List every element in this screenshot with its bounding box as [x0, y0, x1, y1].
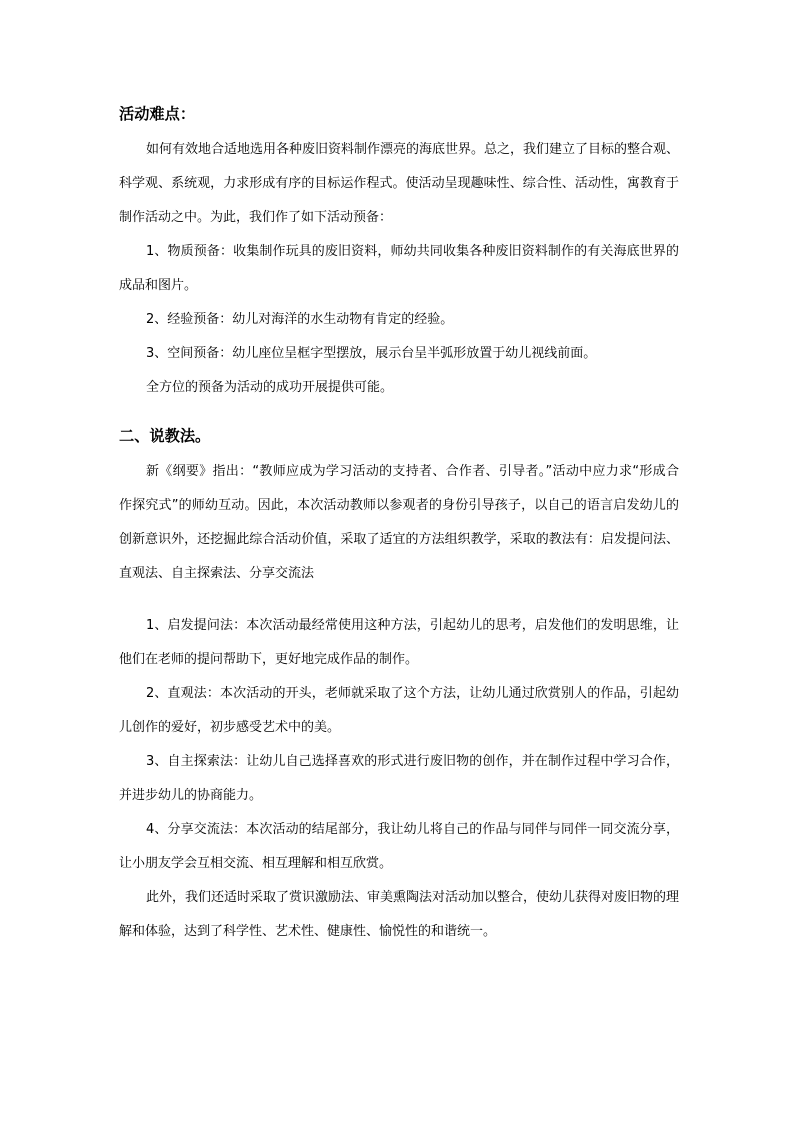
section-heading-difficulties: 活动难点：	[119, 105, 196, 123]
paragraph: 4、分享交流法：本次活动的结尾部分，我让幼儿将自己的作品与同伴与同伴一同交流分享，让小朋友学会互相交流、相互理解和相互欣赏。	[119, 822, 679, 871]
paragraph: 新《纲要》指出：“教师应成为学习活动的支持者、合作者、引导者。”活动中应力求“形成合作探究式”的师幼互动。因此，本次活动教师以参观者的身份引导孩子，以自己的语言启发幼儿的创新意识外，还挖掘此综合活动价值，采取了适宜的方法组织教学，采取的教法有：启发提问法、直观法、自主探索法、分享交流法	[119, 464, 679, 581]
paragraph: 此外，我们还适时采取了赏识激励法、审美熏陶法对活动加以整合，使幼儿获得对废旧物的理解和体验，达到了科学性、艺术性、健康性、愉悦性的和谐统一。	[119, 890, 680, 939]
spacer	[119, 405, 679, 425]
paragraph: 2、经验预备：幼儿对海洋的水生动物有肯定的经验。	[146, 312, 454, 327]
paragraph: 如何有效地合适地选用各种废旧资料制作漂亮的海底世界。总之，我们建立了目标的整合观、科学观、系统观，力求形成有序的目标运作程式。使活动呈现趣味性、综合性、活动性，寓教育于制作活动之中。为此，我们作了如下活动预备：	[119, 142, 680, 225]
paragraph: 3、自主探索法：让幼儿自己选择喜欢的形式进行废旧物的创作，并在制作过程中学习合作，并进步幼儿的协商能力。	[119, 754, 679, 803]
paragraph: 3、空间预备：幼儿座位呈框字型摆放，展示台呈半弧形放置于幼儿视线前面。	[146, 346, 597, 361]
spacer	[119, 591, 679, 609]
paragraph: 1、物质预备：收集制作玩具的废旧资料，师幼共同收集各种废旧资料制作的有关海底世界的成品和图片。	[119, 244, 679, 293]
paragraph: 2、直观法：本次活动的开头，老师就采取了这个方法，让幼儿通过欣赏别人的作品，引起幼儿创作的爱好，初步感受艺术中的美。	[119, 686, 679, 735]
paragraph: 全方位的预备为活动的成功开展提供可能。	[146, 380, 394, 395]
document-body	[119, 103, 679, 949]
paragraph: 1、启发提问法：本次活动最经常使用这种方法，引起幼儿的思考，启发他们的发明思维，让他们在老师的提问帮助下，更好地完成作品的制作。	[119, 618, 679, 667]
section-heading-teaching-methods: 二、说教法。	[119, 427, 211, 445]
